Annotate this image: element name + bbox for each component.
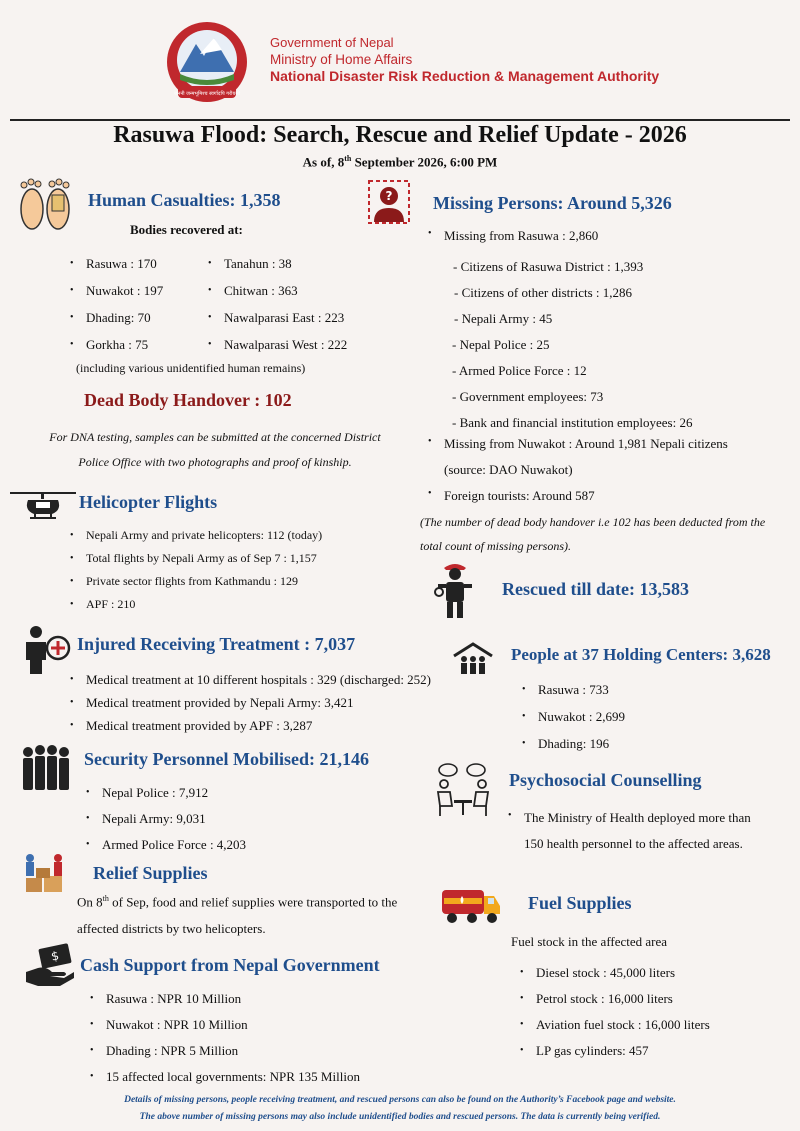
header-line1: Government of Nepal — [270, 35, 394, 50]
missing-nuwakot — [428, 436, 728, 452]
sub-item: - Bank and financial institution employees: 26 — [452, 415, 693, 430]
sub-item: - Government employees: 73 — [452, 389, 604, 404]
header-line3: National Disaster Risk Reduction & Management Authority — [270, 68, 660, 84]
list-item: • Nuwakot : NPR 10 Million — [90, 1012, 360, 1038]
missing-note-line1: (The number of dead body handover i.e 102 has been deducted from the — [420, 515, 766, 529]
list-item: • Nawalparasi East : 223 — [208, 304, 347, 331]
list-item: • The Ministry of Health deployed more than — [508, 810, 751, 826]
list-item: • Nepali Army: 9,031 — [86, 806, 246, 832]
feet-icon — [12, 175, 78, 233]
list-item: • Missing from Rasuwa : 2,860 — [428, 228, 598, 244]
list-item: • APF : 210 — [70, 593, 322, 616]
bodies-recovered-label: Bodies recovered at: — [130, 222, 243, 237]
nepal-emblem-icon — [158, 16, 256, 108]
list-item: • Total flights by Nepali Army as of Sep 7 : 1,157 — [70, 547, 322, 570]
list-item: • Nawalparasi West : 222 — [208, 331, 347, 358]
list-item: • Medical treatment provided by Nepali Army: 3,421 — [70, 691, 431, 714]
holding-title: People at 37 Holding Centers: 3,628 — [511, 645, 771, 664]
list-item: • Missing from Nuwakot : Around 1,981 Nepali citizens — [428, 436, 728, 452]
casualties-list-left — [70, 250, 163, 358]
helicopter-list — [70, 524, 322, 616]
list-item: • 15 affected local governments: NPR 135 Million — [90, 1064, 360, 1090]
dead-body-handover: Dead Body Handover : 102 — [84, 390, 292, 410]
shelter-icon — [452, 642, 494, 676]
list-item: • Foreign tourists: Around 587 — [428, 488, 595, 504]
svg-text:जननी जन्मभूमिश्च स्वर्गादपि गर: जननी जन्मभूमिश्च स्वर्गादपि गरीयसी — [173, 91, 241, 97]
security-title: Security Personnel Mobilised: 21,146 — [84, 749, 369, 769]
dna-note-line2: Police Office with two photographs and proof of kinship. — [78, 455, 352, 469]
svg-text:?: ? — [385, 189, 393, 203]
list-item: • Dhading : NPR 5 Million — [90, 1038, 360, 1064]
list-item: • Diesel stock : 45,000 liters — [520, 960, 710, 986]
cash-hand-icon — [24, 942, 76, 988]
fuel-truck-icon — [440, 886, 502, 926]
personnel-group-icon — [18, 744, 76, 792]
psychosocial-line2: 150 health personnel to the affected areas. — [524, 836, 743, 851]
relief-text-line1: On 8th of Sep, food and relief supplies were transported to the — [77, 894, 398, 910]
missing-rasuwa — [428, 228, 598, 244]
list-item: • Nuwakot : 197 — [70, 277, 163, 304]
list-item: • Dhading: 196 — [522, 730, 625, 757]
as-of-date: As of, 8th September 2026, 6:00 PM — [302, 154, 498, 170]
fuel-intro: Fuel stock in the affected area — [511, 934, 668, 949]
injured-list — [70, 668, 431, 737]
casualties-title: Human Casualties: 1,358 — [88, 190, 281, 210]
list-item: • Petrol stock : 16,000 liters — [520, 986, 710, 1012]
list-item: • Chitwan : 363 — [208, 277, 347, 304]
missing-rasuwa-breakdown — [450, 254, 692, 436]
list-item: • Nuwakot : 2,699 — [522, 703, 625, 730]
list-item: • Medical treatment provided by APF : 3,287 — [70, 714, 431, 737]
sub-item: - Citizens of Rasuwa District : 1,393 — [453, 259, 644, 274]
page-title: Rasuwa Flood: Search, Rescue and Relief Update - 2026 — [113, 122, 687, 148]
list-item: • Rasuwa : 170 — [70, 250, 163, 277]
header-text — [270, 34, 659, 85]
relief-text-line2: affected districts by two helicopters. — [77, 921, 266, 936]
fuel-list — [520, 960, 710, 1064]
rescued-title: Rescued till date: 13,583 — [502, 579, 689, 599]
injured-person-icon — [22, 624, 72, 676]
sub-item: - Citizens of other districts : 1,286 — [454, 285, 633, 300]
list-item: • Aviation fuel stock : 16,000 liters — [520, 1012, 710, 1038]
list-item: • Nepal Police : 7,912 — [86, 780, 246, 806]
header-divider — [10, 119, 790, 121]
cash-list — [90, 986, 360, 1090]
relief-supplies-icon — [20, 852, 70, 896]
fuel-title: Fuel Supplies — [528, 893, 632, 913]
list-item: • Nepali Army and private helicopters: 112 (today) — [70, 524, 322, 547]
psychosocial-list — [508, 810, 751, 826]
list-item: • Tanahun : 38 — [208, 250, 347, 277]
list-item: • Gorkha : 75 — [70, 331, 163, 358]
relief-title: Relief Supplies — [93, 863, 208, 883]
psychosocial-title: Psychosocial Counselling — [509, 770, 702, 790]
footer-note-line1: Details of missing persons, people receiving treatment, and rescued persons can also be found on the Authority’s Facebook page and website. — [124, 1095, 676, 1105]
footer-note-line2: The above number of missing persons may also include unidentified bodies and rescued persons. The data is currently being verified. — [139, 1112, 661, 1122]
helicopter-title: Helicopter Flights — [79, 492, 218, 512]
security-list — [86, 780, 246, 858]
sub-item: - Nepal Police : 25 — [452, 337, 550, 352]
holding-list — [522, 676, 625, 757]
missing-person-icon — [366, 178, 412, 226]
counselling-icon — [432, 762, 494, 818]
list-item: • Armed Police Force : 4,203 — [86, 832, 246, 858]
casualties-note: (including various unidentified human remains) — [76, 361, 306, 375]
missing-note-line2: total count of missing persons). — [420, 539, 572, 553]
casualties-list-right — [208, 250, 347, 358]
list-item: • Rasuwa : NPR 10 Million — [90, 986, 360, 1012]
rescuer-icon — [434, 560, 476, 620]
list-item: • Dhading: 70 — [70, 304, 163, 331]
missing-foreign — [428, 488, 595, 504]
list-item: • Medical treatment at 10 different hospitals : 329 (discharged: 252) — [70, 668, 431, 691]
list-item: • Private sector flights from Kathmandu : 129 — [70, 570, 322, 593]
list-item: • Rasuwa : 733 — [522, 676, 625, 703]
sub-item: - Armed Police Force : 12 — [452, 363, 587, 378]
cash-title: Cash Support from Nepal Government — [80, 955, 380, 975]
missing-title: Missing Persons: Around 5,326 — [433, 193, 672, 213]
svg-text:$: $ — [49, 948, 61, 964]
list-item: • LP gas cylinders: 457 — [520, 1038, 710, 1064]
injured-title: Injured Receiving Treatment : 7,037 — [77, 634, 356, 654]
helicopter-icon — [8, 488, 78, 524]
sub-item: - Nepali Army : 45 — [454, 311, 553, 326]
missing-source: (source: DAO Nuwakot) — [444, 462, 573, 477]
dna-note-line1: For DNA testing, samples can be submitted at the concerned District — [49, 430, 381, 444]
header-line2: Ministry of Home Affairs — [270, 52, 413, 67]
